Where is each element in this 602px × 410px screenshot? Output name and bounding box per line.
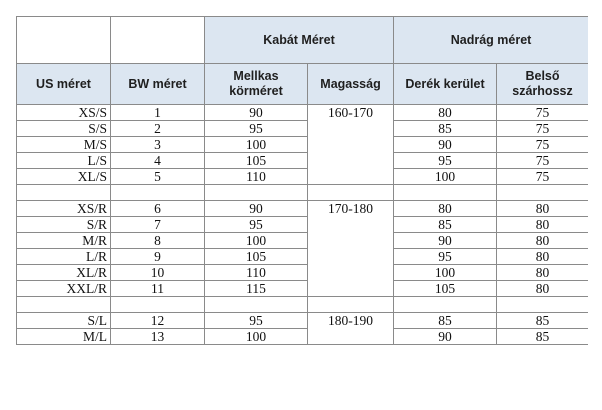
waist-cell: 105 bbox=[394, 281, 497, 297]
chest-cell: 100 bbox=[205, 233, 308, 249]
table-row bbox=[17, 249, 589, 265]
spacer-row bbox=[17, 297, 589, 313]
bw-size-cell: 7 bbox=[111, 217, 205, 233]
bw-size-cell: 4 bbox=[111, 153, 205, 169]
chest-cell: 110 bbox=[205, 169, 308, 185]
bw-size-cell: 6 bbox=[111, 201, 205, 217]
height-range-cell: 160-170 bbox=[308, 105, 394, 185]
height-header: Magasság bbox=[308, 64, 394, 105]
waist-cell: 80 bbox=[394, 105, 497, 121]
inseam-cell: 75 bbox=[497, 105, 588, 121]
chest-cell: 100 bbox=[205, 137, 308, 153]
table-row bbox=[17, 281, 589, 297]
us-size-cell: M/L bbox=[17, 329, 111, 345]
bw-size-cell: 1 bbox=[111, 105, 205, 121]
us-size-cell: L/S bbox=[17, 153, 111, 169]
bw-size-cell: 9 bbox=[111, 249, 205, 265]
bw-size-cell: 8 bbox=[111, 233, 205, 249]
spacer-cell bbox=[17, 185, 111, 201]
us-size-cell: S/R bbox=[17, 217, 111, 233]
inseam-header: Belső szárhossz bbox=[497, 64, 588, 105]
spacer-cell bbox=[205, 185, 308, 201]
bw-size-cell: 12 bbox=[111, 313, 205, 329]
us-size-cell: S/S bbox=[17, 121, 111, 137]
inseam-cell: 80 bbox=[497, 217, 588, 233]
waist-cell: 85 bbox=[394, 217, 497, 233]
spacer-cell bbox=[111, 297, 205, 313]
chest-cell: 90 bbox=[205, 201, 308, 217]
bw-size-cell: 5 bbox=[111, 169, 205, 185]
inseam-cell: 75 bbox=[497, 169, 588, 185]
height-range-cell: 170-180 bbox=[308, 201, 394, 297]
us-size-cell: XS/S bbox=[17, 105, 111, 121]
spacer-cell bbox=[497, 297, 588, 313]
spacer-cell bbox=[394, 185, 497, 201]
chest-cell: 95 bbox=[205, 217, 308, 233]
inseam-cell: 75 bbox=[497, 137, 588, 153]
bw-size-cell: 3 bbox=[111, 137, 205, 153]
us-size-cell: S/L bbox=[17, 313, 111, 329]
bw-size-cell: 11 bbox=[111, 281, 205, 297]
table-row bbox=[17, 121, 589, 137]
size-table-body bbox=[17, 105, 589, 345]
us-size-header: US méret bbox=[17, 64, 111, 105]
chest-cell: 115 bbox=[205, 281, 308, 297]
us-size-cell: XS/R bbox=[17, 201, 111, 217]
blank-header-cell bbox=[111, 17, 205, 64]
us-size-cell: XXL/R bbox=[17, 281, 111, 297]
column-header-row bbox=[17, 64, 589, 105]
table-row bbox=[17, 153, 589, 169]
group-header-row bbox=[17, 17, 589, 64]
inseam-cell: 80 bbox=[497, 265, 588, 281]
inseam-cell: 75 bbox=[497, 153, 588, 169]
size-chart-table bbox=[16, 16, 588, 345]
bw-size-cell: 2 bbox=[111, 121, 205, 137]
table-row bbox=[17, 233, 589, 249]
spacer-cell bbox=[17, 297, 111, 313]
inseam-cell: 80 bbox=[497, 201, 588, 217]
inseam-cell: 80 bbox=[497, 281, 588, 297]
table-row bbox=[17, 137, 589, 153]
table-row bbox=[17, 169, 589, 185]
inseam-cell: 85 bbox=[497, 313, 588, 329]
spacer-cell bbox=[394, 297, 497, 313]
waist-cell: 95 bbox=[394, 153, 497, 169]
spacer-row bbox=[17, 185, 589, 201]
inseam-cell: 75 bbox=[497, 121, 588, 137]
bw-size-cell: 13 bbox=[111, 329, 205, 345]
size-chart-container bbox=[16, 16, 588, 410]
us-size-cell: XL/S bbox=[17, 169, 111, 185]
spacer-cell bbox=[205, 297, 308, 313]
jacket-size-group-header: Kabát Méret bbox=[205, 17, 394, 64]
waist-cell: 95 bbox=[394, 249, 497, 265]
waist-header: Derék kerület bbox=[394, 64, 497, 105]
spacer-cell bbox=[111, 185, 205, 201]
chest-header: Mellkas körméret bbox=[205, 64, 308, 105]
chest-cell: 110 bbox=[205, 265, 308, 281]
height-range-cell: 180-190 bbox=[308, 313, 394, 345]
inseam-cell: 85 bbox=[497, 329, 588, 345]
table-row bbox=[17, 265, 589, 281]
chest-cell: 100 bbox=[205, 329, 308, 345]
chest-cell: 105 bbox=[205, 153, 308, 169]
inseam-cell: 80 bbox=[497, 233, 588, 249]
spacer-cell bbox=[308, 185, 394, 201]
us-size-cell: L/R bbox=[17, 249, 111, 265]
table-row bbox=[17, 201, 589, 217]
table-row bbox=[17, 105, 589, 121]
chest-cell: 95 bbox=[205, 121, 308, 137]
inseam-cell: 80 bbox=[497, 249, 588, 265]
bw-size-cell: 10 bbox=[111, 265, 205, 281]
waist-cell: 90 bbox=[394, 329, 497, 345]
waist-cell: 85 bbox=[394, 121, 497, 137]
blank-header-cell bbox=[17, 17, 111, 64]
spacer-cell bbox=[308, 297, 394, 313]
us-size-cell: XL/R bbox=[17, 265, 111, 281]
chest-cell: 105 bbox=[205, 249, 308, 265]
us-size-cell: M/R bbox=[17, 233, 111, 249]
chest-cell: 95 bbox=[205, 313, 308, 329]
spacer-cell bbox=[497, 185, 588, 201]
waist-cell: 85 bbox=[394, 313, 497, 329]
waist-cell: 90 bbox=[394, 233, 497, 249]
table-row bbox=[17, 217, 589, 233]
table-row bbox=[17, 313, 589, 329]
bw-size-header: BW méret bbox=[111, 64, 205, 105]
waist-cell: 80 bbox=[394, 201, 497, 217]
waist-cell: 100 bbox=[394, 169, 497, 185]
waist-cell: 100 bbox=[394, 265, 497, 281]
waist-cell: 90 bbox=[394, 137, 497, 153]
trousers-size-group-header: Nadrág méret bbox=[394, 17, 588, 64]
us-size-cell: M/S bbox=[17, 137, 111, 153]
chest-cell: 90 bbox=[205, 105, 308, 121]
table-row bbox=[17, 329, 589, 345]
